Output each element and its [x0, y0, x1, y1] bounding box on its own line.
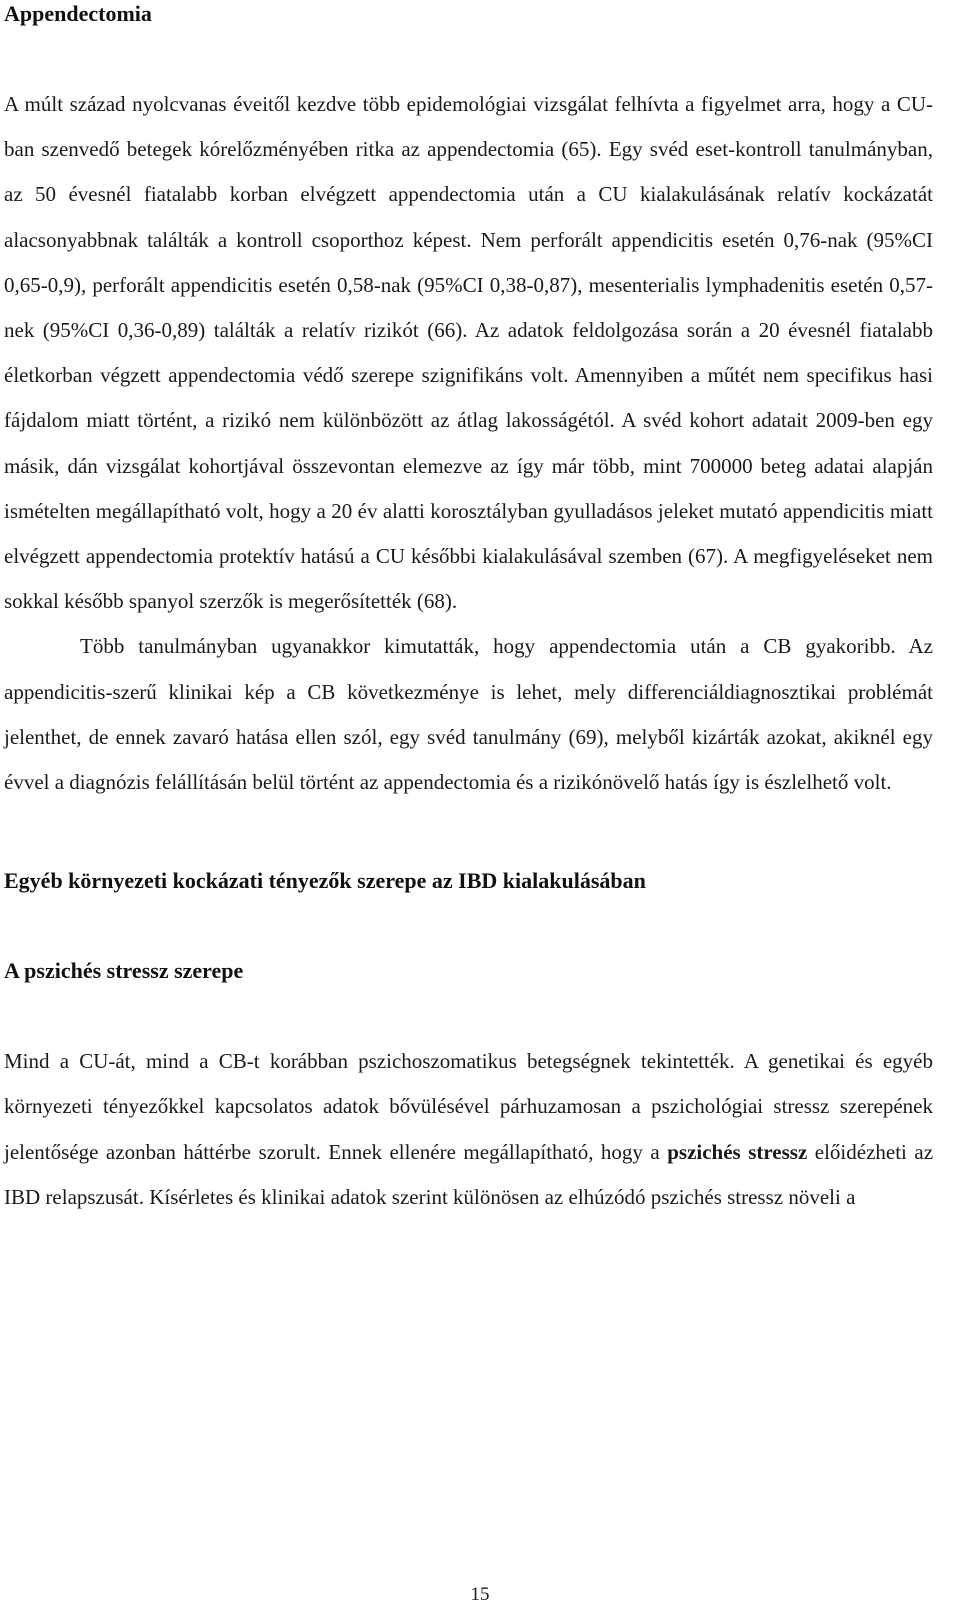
paragraph-psychological-stress [4, 1039, 933, 1220]
paragraph-appendectomia-2: Több tanulmányban ugyanakkor kimutatták, hogy appendectomia után a CB gyakoribb. Az appendicitis-szerű klinikai kép a CB következménye is lehet, mely differenciáldiagnosztikai problémát jelenthet, de ennek zavaró hatása ellen szól, egy svéd tanulmány (69), melyből kizárták azokat, akiknél egy évvel a diagnózis felállításán belül történt az appendectomia és a rizikónövelő hatás így is észlelhető volt. [4, 634, 933, 795]
bold-term-psychological-stress: pszichés stressz [667, 1139, 808, 1164]
section-heading-psychological-stress: A pszichés stressz szerepe [4, 958, 244, 984]
paragraph-text-part-1: Mind a CU-át, mind a CB-t korábban pszichoszomatikus betegségnek tekintették. A genetikai és egyéb környezeti tényezőkkel kapcsolatos adatok bővülésével párhuzamosan a pszichológiai stressz szerepének jelentősége azonban háttérbe szorult. Ennek ellenére megállapítható, hogy a [4, 1049, 933, 1164]
section-heading-environmental-factors: Egyéb környezeti kockázati tényezők szerepe az IBD kialakulásában [4, 868, 646, 894]
document-page [4, 0, 933, 1220]
section-heading-appendectomia: Appendectomia [4, 1, 152, 26]
paragraph-appendectomia-1: A múlt század nyolcvanas éveitől kezdve több epidemológiai vizsgálat felhívta a figyelmet arra, hogy a CU-ban szenvedő betegek kórelőzményében ritka az appendectomia (65). Egy svéd eset-kontroll tanulmányban, az 50 évesnél fiatalabb korban elvégzett appendectomia után a CU kialakulásának relatív kockázatát alacsonyabbnak találták a kontroll csoporthoz képest. Nem perforált appendicitis esetén 0,76-nak (95%CI 0,65-0,9), perforált appendicitis esetén 0,58-nak (95%CI 0,38-0,87), mesenterialis lymphadenitis esetén 0,57-nek (95%CI 0,36-0,89) találták a relatív rizikót (66). Az adatok feldolgozása során a 20 évesnél fiatalabb életkorban végzett appendectomia védő szerepe szignifikáns volt. Amennyiben a műtét nem specifikus hasi fájdalom miatt történt, a rizikó nem különbözött az átlag lakosságétól. A svéd kohort adatait 2009-ben egy másik, dán vizsgálat kohortjával összevontan elemezve az így már több, mint 700000 beteg adatai alapján ismételten megállapítható volt, hogy a 20 év alatti korosztályban gyulladásos jeleket mutató appendicitis miatt elvégzett appendectomia protektív hatású a CU későbbi kialakulásával szemben (67). A megfigyeléseket nem sokkal később spanyol szerzők is megerősítették (68). [4, 92, 933, 614]
paragraph-text-part-2: előidézheti az IBD relapszusát. Kísérletes és klinikai adatok szerint különösen az elhúzódó pszichés stressz növeli a [4, 1139, 934, 1209]
page-number: 15 [470, 1584, 490, 1605]
